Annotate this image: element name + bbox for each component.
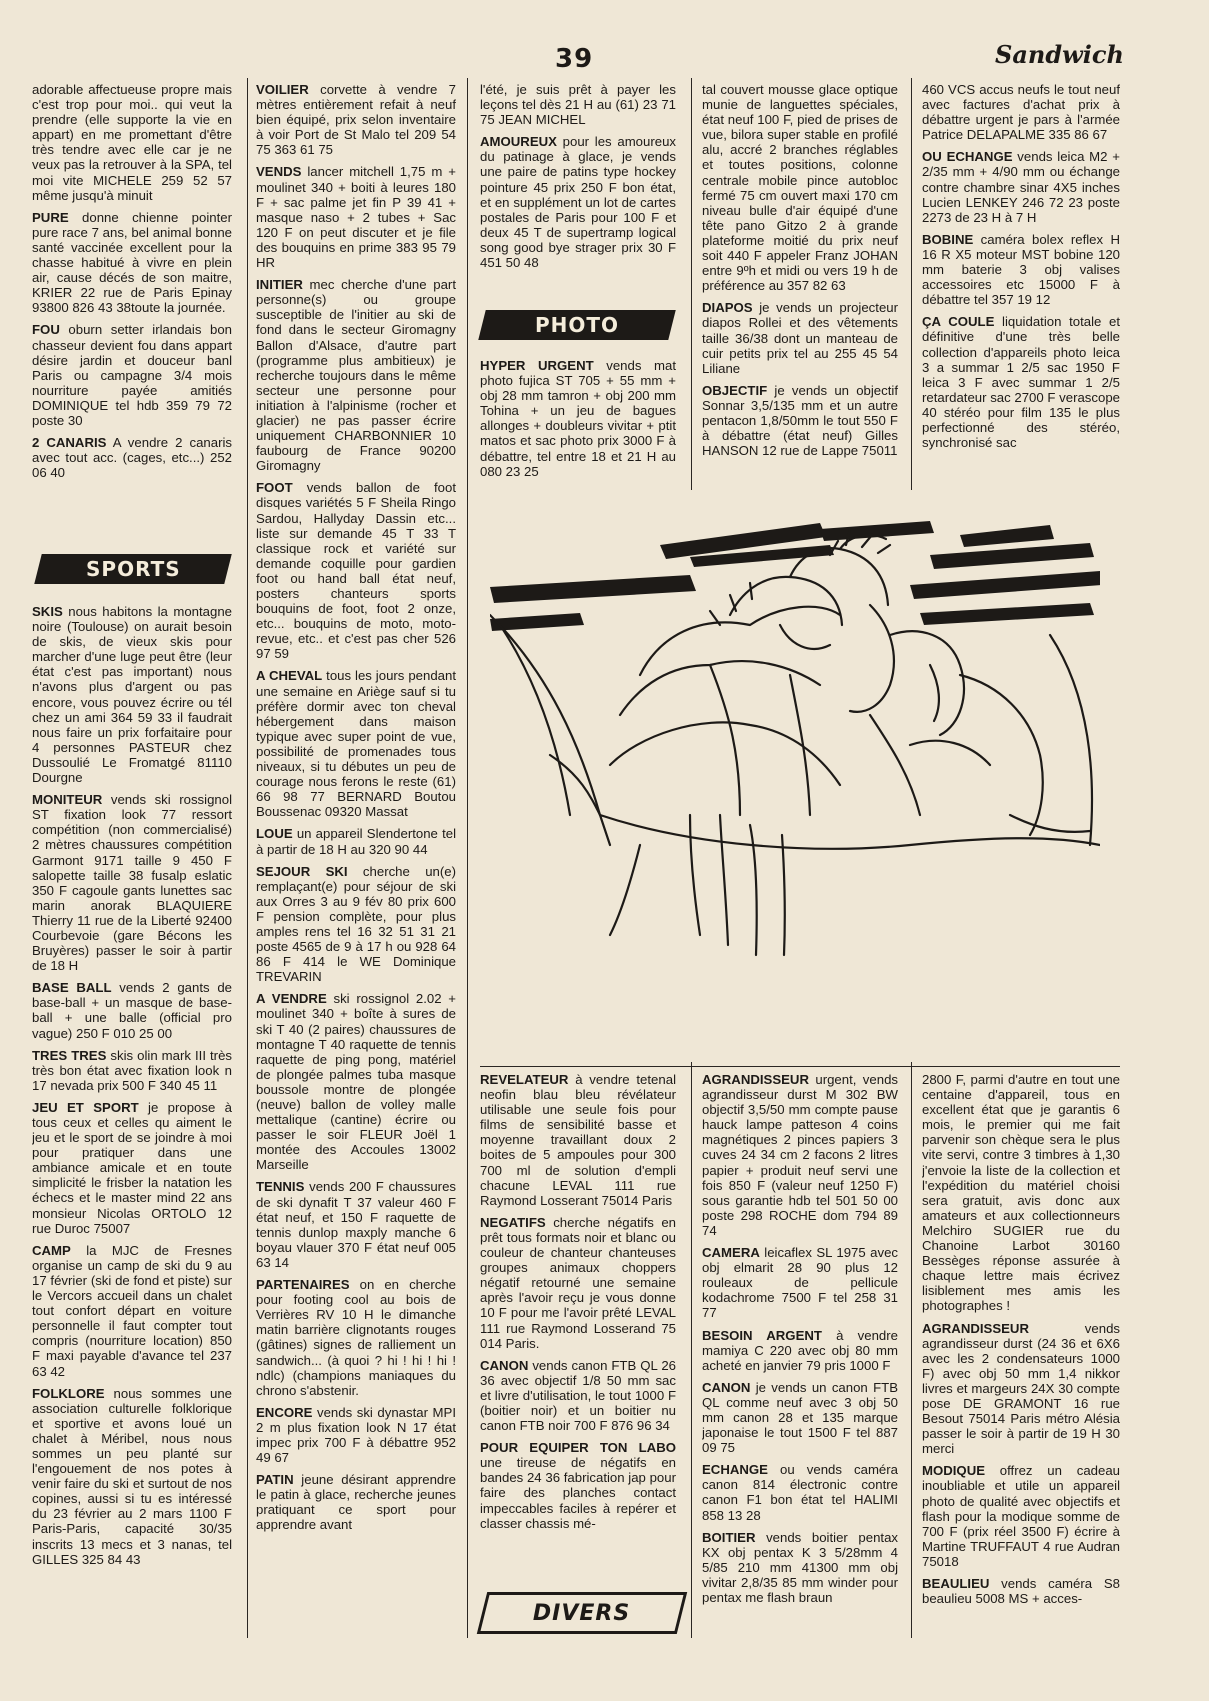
classified-column-2 <box>256 82 456 1636</box>
classified-ad: CAMERA leicaflex SL 1975 avec obj elmarit 28 90 plus 12 rouleaux de pellicule kodachrome 7500 F tel 258 31 77 <box>702 1245 898 1321</box>
classified-column-5c <box>922 1072 1120 1636</box>
classified-ad: MODIQUE offrez un cadeau inoubliable et utile un appareil photo de qualité avec objectifs et flash pour la modique somme de 700 F (prix réel 3500 F) écrire à Martine TRUFFAUT 4 rue Audran 75018 <box>922 1463 1120 1569</box>
classified-ad: BEAULIEU vends caméra S8 beaulieu 5008 MS + acces- <box>922 1576 1120 1607</box>
classified-ad: AGRANDISSEUR vends agrandisseur durst (24 36 et 6X6 avec les 2 condensateurs 1000 F) avec obj 50 mm 1,4 nikkor livres et margeurs 24X 30 compte pose DE GRAMONT 16 rue Besout 75014 Paris métro Alésia passer le soir à partir de 19 H 30 merci <box>922 1320 1120 1457</box>
section-banner-photo: PHOTO <box>478 310 675 340</box>
classified-ad: tal couvert mousse glace optique munie de languettes spéciales, état neuf 100 F, pied de prises de vue, bilora super stable en profilé alu, accré 2 branches réglables et toutes positions, colonne centrale mobile pince autobloc fermé 75 cm ouvert maxi 170 cm niveau bulle d'air équipé d'une tête pano Gitzo 2 à grande plateforme moitié du prix neuf soit 440 F appeler Franz JOHAN entre 9ºh et midi ou vers 19 h de préférence au 357 82 63 <box>702 82 898 294</box>
classified-ad: OBJECTIF je vends un objectif Sonnar 3,5/135 mm et un autre pentacon 1,8/50mm le tout 550 F à débattre (état neuf) Gilles HANSON 12 rue de Lappe 75011 <box>702 382 898 459</box>
classified-ad: l'été, je suis prêt à payer les leçons tel dès 21 H au (61) 23 71 75 JEAN MICHEL <box>480 82 676 128</box>
classified-ad: BOBINE caméra bolex reflex H 16 R X5 moteur MST bobine 120 mm baterie 3 obj valises accessoires etc 15000 F à débattre tel 357 19 12 <box>922 231 1120 308</box>
column-rule <box>911 1062 912 1638</box>
classified-ad: CAMP la MJC de Fresnes organise un camp de ski du 9 au 17 février (ski de fond et piste) sur le Vercors accueil dans un chalet tout confort départ en voiture personnelle il faut compter tout compris (nourriture location) 850 F maxi payable d'avance tel 237 63 42 <box>32 1242 232 1379</box>
classified-ad: PURE donne chienne pointer pure race 7 ans, bel animal bonne santé vaccinée excellent pour la chasse habitué à vivre en plein air, cause décés de son maitre, KRIER 22 rue de Paris Epinay 93800 826 43 38toute la journée. <box>32 209 232 316</box>
classified-column-1b <box>32 604 232 1636</box>
classified-ad: CANON vends canon FTB QL 26 36 avec objectif 1/8 50 mm sac et livre d'utilisation, le tout 1000 F (boitier noir) et un boitier nu canon FTB noir 700 F 876 96 34 <box>480 1357 676 1434</box>
sleeping-couple-illustration <box>490 515 1100 965</box>
classified-ad: REVELATEUR à vendre tetenal neofin blau bleu révélateur utilisable une seule fois pour films de sensibilité basse et moyenne travaillant doux 2 boites de 5 ampoules pour 300 700 ml de solution d'empli chacune LEVAL 111 rue Raymond Losserant 75014 Paris <box>480 1072 676 1208</box>
classified-ad: SKIS nous habitons la montagne noire (Toulouse) on aurait besoin de skis, de vieux skis pour marcher d'une luge peut être (leur état c'est pas important) nous n'avons plus d'argent ou pas encore, vous pouvez écrire ou tél chez un ami 364 59 33 il faudrait nous faire un prix forfaitaire pour 4 personnes PASTEUR chez Dussoulié Le Fromatgé 81110 Dourgne <box>32 604 232 786</box>
classified-ad: VOILIER corvette à vendre 7 mètres entièrement refait à neuf bien équipé, prix selon inventaire à voir Port de St Malo tel 209 54 75 363 61 75 <box>256 82 456 158</box>
classified-ad: VENDS lancer mitchell 1,75 m + moulinet 340 + boiti à leures 180 F + sac palme jet fin P 39 41 + masque naso + 2 tubes + Sac 120 F on peut discuter et je file des bouquins en prime 383 95 79 HR <box>256 164 456 271</box>
classified-ad: A CHEVAL tous les jours pendant une semaine en Ariège sauf si tu préfère dormir avec ton cheval hébergement dans maison typique avec super point de vue, possibilité de promenades tous niveaux, si tu débutes un peu de courage nous ferons le reste (61) 66 98 77 BERNARD Boutou Boussenac 09320 Massat <box>256 668 456 820</box>
classified-ad: TENNIS vends 200 F chaussures de ski dynafit T 37 valeur 460 F état neuf, et 150 F raquette de tennis dunlop maxply manche 6 boyau vlauer 370 F état neuf 005 63 14 <box>256 1179 456 1270</box>
classified-ad: TRES TRES skis olin mark III très très bon état avec fixation look n 17 nevada prix 500 F 340 45 11 <box>32 1047 232 1093</box>
classified-ad: FOLKLORE nous sommes une association culturelle folklorique et sportive et avons loué un chalet à Méribel, nous nous sommes un peu planté sur l'engouement de nos potes à venir faire du ski et surtout de nos copines, aussi si tu es intéressé du 23 février au 2 mars 1100 F Paris-Paris, capacité 30/35 inscrits 13 mecs et 3 nanas, tel GILLES 325 84 43 <box>32 1385 232 1567</box>
column-rule <box>247 78 248 1638</box>
classified-ad: adorable affectueuse propre mais c'est trop pour moi.. qui veut la prendre (elle supporte la vie en appart) en me promettant d'être très tendre avec elle car je ne veux pas la retrouver à la SPA, tel moi vite MICHELE 259 52 57 même jusqu'à minuit <box>32 82 232 203</box>
classified-ad: AMOUREUX pour les amoureux du patinage à glace, je vends une paire de patins type hockey pointure 45 prix 250 F bon état, et en supplément un lot de cartes postales de Paris pour 100 F et deux 45 T de supertramp logical song good bye strager prix 30 F 451 50 48 <box>480 134 676 271</box>
classified-column-3c <box>480 1072 676 1590</box>
brand-logo: Sandwich <box>995 40 1124 69</box>
classified-ad: DIAPOS je vends un projecteur diapos Rollei et des vêtements taille 36/38 dont un manteau de cuir petits prix tel au 255 45 54 Liliane <box>702 300 898 376</box>
column-rule <box>691 1062 692 1638</box>
classified-ad: PATIN jeune désirant apprendre le patin à glace, recherche jeunes pratiquant ce sport pour apprendre avant <box>256 1472 456 1533</box>
column-rule <box>691 78 692 490</box>
classified-ad: FOOT vends ballon de foot disques variétés 5 F Sheila Ringo Sardou, Hallyday Dassin etc... liste sur demande 45 T 33 T classique rock et variété sur demande coquille pour gardien foot ou hand ball état neuf, posters chanteurs sports bouquins de foot, foot 2 onze, etc... bouquins de moto, moto-revue, etc.. et c'est pas cher 526 97 59 <box>256 480 456 662</box>
classified-ad: ECHANGE ou vends caméra canon 814 électronic contre canon F1 bon état tel HALIMI 858 13 28 <box>702 1462 898 1523</box>
page-number: 39 <box>555 44 594 74</box>
classified-ad: OU ECHANGE vends leica M2 + 2/35 mm + 4/90 mm ou échange contre chambre sinar 4X5 inches Lucien LENKEY 246 72 23 poste 2273 de 23 H à 7 H <box>922 149 1120 225</box>
classified-ad: CANON je vends un canon FTB QL comme neuf avec 3 obj 50 mm canon 28 et 135 marque japonaise le tout 1500 F tel 887 09 75 <box>702 1379 898 1456</box>
classified-ad: ÇA COULE liquidation totale et définitive d'une très belle collection d'appareils photo leica 3 a summar 1 2/5 sac 1950 F leica 3 F avec summar 1 2/5 retardateur sac 2700 F verascope 40 stéréo pour film 135 le plus perfectionné des stéréo, synchronisé sac <box>922 314 1120 451</box>
section-banner-divers: DIVERS <box>477 1592 687 1634</box>
column-rule <box>467 78 468 1638</box>
classified-ad: AGRANDISSEUR urgent, vends agrandisseur durst M 302 BW objectif 3,5/50 mm compte pause hauck lampe patteson 4 coins magnétiques 2 pinces papiers 3 cuves 24 34 cm 2 facons 2 litres papier + produit neuf servi une fois 850 F (valeur neuf 1250 F) sous garantie hdb tel 501 50 00 poste 298 ROCHE dom 794 89 74 <box>702 1072 898 1238</box>
classified-ad: FOU oburn setter irlandais bon chasseur devient fou dans appart désire jardin et douceur banl Paris ou campagne 3/4 mois nourriture payée amitiés DOMINIQUE tel hdb 359 79 72 poste 30 <box>32 322 232 428</box>
classified-ad: HYPER URGENT vends mat photo fujica ST 705 + 55 mm + obj 28 mm tamron + obj 200 mm Tohina + un jeu de bagues allonges + doubleurs vivitar + ptit matos et sac photo prix 3000 F à débattre, tel entre 18 et 21 H au 080 23 25 <box>480 358 676 479</box>
classified-ad: PARTENAIRES on en cherche pour footing cool au bois de Verrières RV 10 H le dimanche matin barrière clignotants rouges (gâtines) signes de ralliement un sandwich... (à quoi ? hi ! hi ! hi ! ndlc) (champions maniaques du chrono s'abstenir. <box>256 1277 456 1398</box>
classified-column-3 <box>480 82 676 294</box>
classified-ad: POUR EQUIPER TON LABO une tireuse de négatifs en bandes 24 36 fabrication jap pour faire des planches contact impeccables faciles à repérer et classer chassis mé- <box>480 1440 676 1531</box>
classified-column-5 <box>922 82 1120 490</box>
classified-column-3b <box>480 358 676 490</box>
classified-ad: 2 CANARIS A vendre 2 canaris avec tout acc. (cages, etc...) 252 06 40 <box>32 435 232 481</box>
classified-column-4 <box>702 82 898 490</box>
column-rule <box>911 78 912 490</box>
section-banner-sports: SPORTS <box>34 554 231 584</box>
classified-ad: INITIER mec cherche d'une part personne(s) ou groupe susceptible de l'initier au ski de fond dans le secteur Giromagny Ballon d'Alsace, d'autre part (programme plus ambitieux) je recherche toujours dans le même secteur une personne pour initiation à l'alpinisme (rocher et glacier) ne pas passer écrire uniquement CHARBONNIER 10 faubourg de France 90200 Giromagny <box>256 277 456 474</box>
classified-ad: ENCORE vends ski dynastar MPI 2 m plus fixation look N 17 état impec prix 700 F à débattre 952 49 67 <box>256 1404 456 1466</box>
classified-ad: A VENDRE ski rossignol 2.02 + moulinet 340 + boîte à sures de ski T 40 (2 paires) chaussures de montagne T 40 raquette de tennis raquette de ping pong, matériel de plongée palmes tuba masque boussole montre de plongée (neuve) ballon de volley malle mettalique (cantine) écrire ou passer le soir FLEUR Joël 1 montée des Accoules 13002 Marseille <box>256 991 456 1173</box>
classified-column-1 <box>32 82 232 522</box>
classified-ad: LOUE un appareil Slendertone tel à partir de 18 H au 320 90 44 <box>256 826 456 857</box>
classified-ad: BASE BALL vends 2 gants de base-ball + un masque de base-ball + une balle (official pro vague) 250 F 010 25 00 <box>32 980 232 1041</box>
classified-ad: MONITEUR vends ski rossignol ST fixation look 77 ressort compétition (non commercialisé) 2 mètres chaussures compétition Garmont 9171 taille 9 450 F salopette taille 38 fusalp eslatic 350 F cagoule gants lunettes sac marin anorak BLAQUIERE Thierry 11 rue de la Liberté 92400 Courbevoie (gare Bécons les Bruyères) passer le soir à partir de 18 H <box>32 792 232 974</box>
section-rule <box>480 1066 1120 1067</box>
classified-ad: BESOIN ARGENT à vendre mamiya C 220 avec obj 80 mm acheté en janvier 79 pris 1000 F <box>702 1327 898 1373</box>
classified-ad: NEGATIFS cherche négatifs en prêt tous formats noir et blanc ou couleur de chanteur chanteuses groupes animaux choppers négatif retourné une semaine après l'avoir reçu je vous donne 10 F pour me l'avoir prêté LEVAL 111 rue Raymond Losserand 75 014 Paris. <box>480 1214 676 1351</box>
classified-ad: 460 VCS accus neufs le tout neuf avec factures d'achat prix à débattre urgent je pars à l'armée Patrice DELAPALME 335 86 67 <box>922 82 1120 143</box>
classified-ad: 2800 F, parmi d'autre en tout une centaine d'appareil, tous en excellent état que je garantis 6 mois, le premier qui me fait parvenir son chèque sera le plus vite servi, contre 3 timbres à 1,30 j'envoie la liste de la collection et l'expédition du matériel choisi sera gratuit, avis donc aux amateurs et aux collectionneurs Melchiro SUGIER rue du Chanoine Larbot 30160 Bessèges réponse assurée à chaque lettre mais écrivez lisiblement mes amis les photographes ! <box>922 1072 1120 1314</box>
classified-column-4c <box>702 1072 898 1636</box>
classified-ad: SEJOUR SKI cherche un(e) remplaçant(e) pour séjour de ski aux Orres 3 au 9 fév 80 prix 600 F pension complète, pour plus amples rens tel 16 32 51 31 21 poste 4565 de 9 à 17 h ou 928 64 86 F 414 le WE Dominique TREVARIN <box>256 863 456 985</box>
classified-ad: BOITIER vends boitier pentax KX obj pentax K 3 5/28mm 4 5/85 210 mm 41300 mm obj vivitar 2,8/35 85 mm winder pour pentax me flash braun <box>702 1529 898 1605</box>
classified-ad: JEU ET SPORT je propose à tous ceux et celles qu aiment le jeu et le sport de se joindre à moi pour pratiquer dans une ambiance amicale et en toute simplicité le frisber la natation les échecs et le master mind 22 ans monsieur Nicolas ORTOLO 12 rue Duroc 75007 <box>32 1099 232 1236</box>
